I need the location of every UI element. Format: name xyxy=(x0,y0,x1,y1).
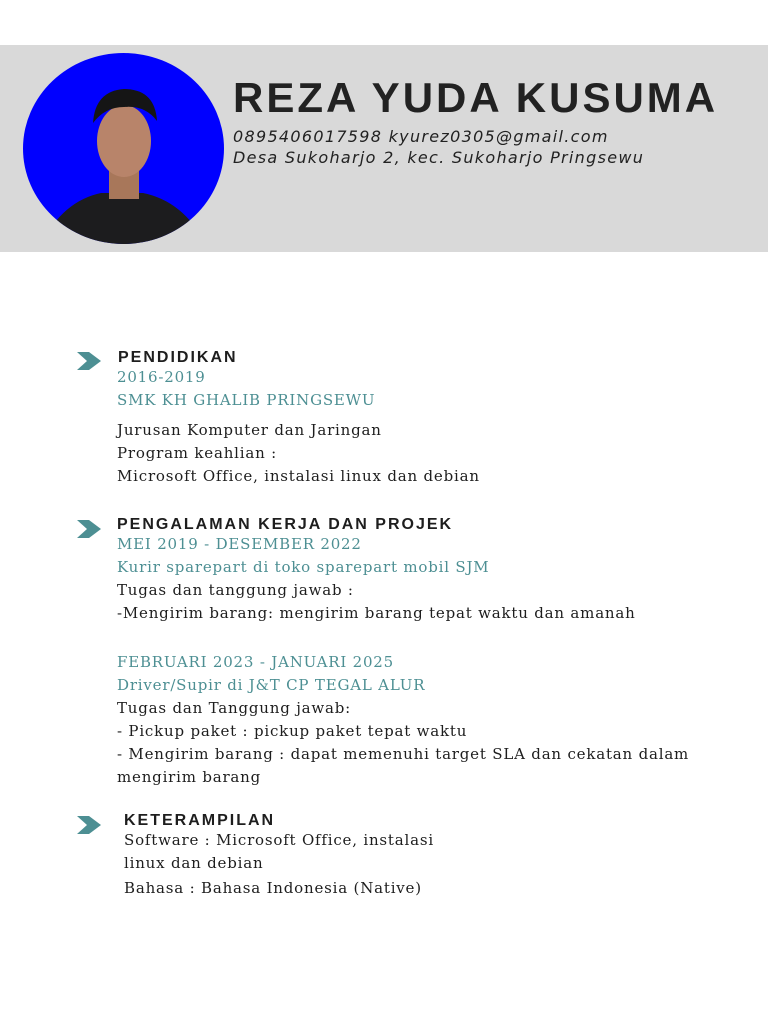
job-line: Tugas dan tanggung jawab : xyxy=(117,581,354,599)
chevron-right-icon xyxy=(77,352,101,370)
job-line: Tugas dan Tanggung jawab: xyxy=(117,699,352,717)
section-title-experience: PENGALAMAN KERJA DAN PROJEK xyxy=(117,516,454,533)
chevron-right-icon xyxy=(77,520,101,538)
education-period: 2016-2019 xyxy=(117,368,206,386)
person-silhouette-icon xyxy=(23,53,224,244)
job-line: -Mengirim barang: mengirim barang tepat waktu dan amanah xyxy=(117,604,636,622)
job-role: Driver/Supir di J&T CP TEGAL ALUR xyxy=(117,676,426,694)
section-title-education: PENDIDIKAN xyxy=(118,349,238,366)
job-period: MEI 2019 - DESEMBER 2022 xyxy=(117,535,362,553)
education-line: Program keahlian : xyxy=(117,444,277,462)
skill-line: Software : Microsoft Office, instalasi xyxy=(124,831,434,849)
contact-address: Desa Sukoharjo 2, kec. Sukoharjo Pringsewu xyxy=(233,148,645,167)
section-title-skills: KETERAMPILAN xyxy=(124,812,276,829)
skill-line: linux dan debian xyxy=(124,854,264,872)
job-line: - Mengirim barang : dapat memenuhi target SLA dan cekatan dalam xyxy=(117,745,690,763)
chevron-right-icon xyxy=(77,816,101,834)
education-school: SMK KH GHALIB PRINGSEWU xyxy=(117,391,376,409)
education-line: Microsoft Office, instalasi linux dan debian xyxy=(117,467,480,485)
job-role: Kurir sparepart di toko sparepart mobil SJM xyxy=(117,558,490,576)
job-line: mengirim barang xyxy=(117,768,262,786)
profile-photo xyxy=(23,53,224,244)
education-line: Jurusan Komputer dan Jaringan xyxy=(117,421,382,439)
skill-line: Bahasa : Bahasa Indonesia (Native) xyxy=(124,879,422,897)
full-name: REZA YUDA KUSUMA xyxy=(233,74,719,121)
contact-phone-email: 0895406017598 kyurez0305@gmail.com xyxy=(233,127,609,146)
job-period: FEBRUARI 2023 - JANUARI 2025 xyxy=(117,653,394,671)
job-line: - Pickup paket : pickup paket tepat waktu xyxy=(117,722,468,740)
